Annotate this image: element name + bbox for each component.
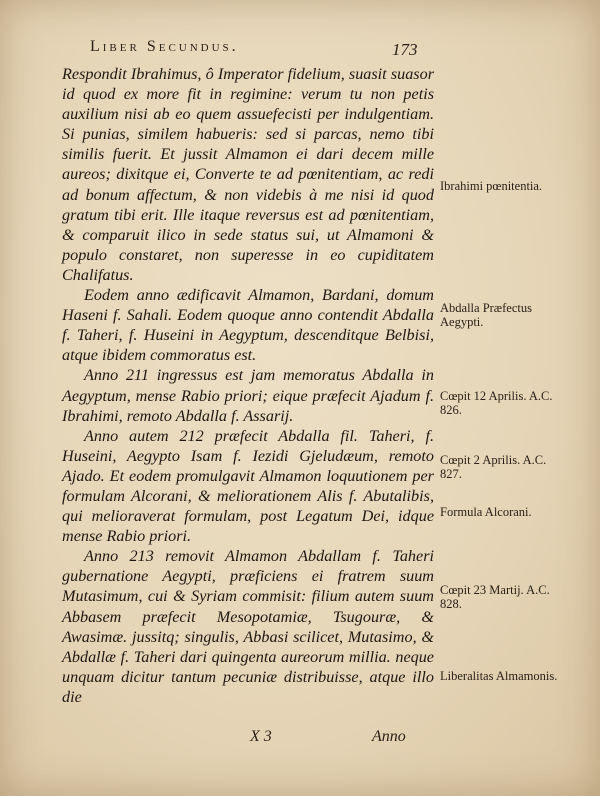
body-text	[62, 64, 434, 707]
margin-note-ibrahimi: Ibrahimi pœnitentia.	[440, 179, 543, 193]
margin-note-coepit-2: Cœpit 2 Aprilis. A.C. 827.	[440, 453, 547, 481]
paragraph-2: Eodem anno ædificavit Almamon, Bardani, domum Haseni f. Sahali. Eodem quoque anno contendit Abdalla f. Taheri, f. Huseini in Aegyptum, descenditque Belbisi, atque ibidem commoratus est.	[62, 286, 434, 365]
paragraph-4: Anno autem 212 præfecit Abdalla fil. Taheri, f. Huseini, Aegypto Isam f. Iezidi Gjeludæum, remoto Ajado. Et eodem promulgavit Almamon loquutionem per formulam Alcorani, & meliorationem Alis f. Abutalibis, qui melioraverat formulam, post Legatum Dei, idque mense Rabio priori.	[62, 426, 434, 546]
margin-note-formula: Formula Alcorani.	[440, 505, 532, 519]
paragraph-1: Respondit Ibrahimus, ô Imperator fidelium, suasit suasor id quod ex more fit in regimine: verum tu non petis auxilium nisi ab eo quem assuefecisti per indulgentiam. Si punias, similem habueris: sed si parcas, nemo tibi similis fuerit. Et jussit Almamon ei dari decem mille aureos; dixitque ei, Converte te ad pœnitentiam, ac redi ad bonum affectum, & non videbis à me nisi id quod gratum tibi erit. Ille itaque reversus est ad pœnitentiam, & comparuit ilico in sede status sui, ut Almamoni & populo constaret, non superesse in eo cupiditatem Chalifatus.	[62, 65, 434, 284]
paragraph-3: Anno 211 ingressus est jam memoratus Abdalla in Aegyptum, mense Rabio priori; eique præfecit Ajadum f. Ibrahimi, remoto Abdalla f. Assarij.	[62, 366, 434, 425]
margin-note-abdalla: Abdalla Præfectus Aegypti.	[440, 301, 532, 329]
page-number: 173	[392, 40, 418, 59]
paragraph-5: Anno 213 removit Almamon Abdallam f. Taheri gubernatione Aegypti, præficiens ei fratrem suum Mutasimum, cui & Syriam commisit: filium autem suum Abbasem præfecit Mesopotamiæ, Tsugouræ, & Awasimæ. jussitq; singulis, Abbasi scilicet, Mutasimo, & Abdallæ f. Taheri dari quingenta aureorum millia. neque unquam dicitur tantum pecuniæ distribuisse, atque illo die	[62, 547, 434, 706]
margin-note-coepit-23: Cœpit 23 Martij. A.C. 828.	[440, 583, 550, 611]
margin-note-coepit-12: Cœpit 12 Aprilis. A.C. 826.	[440, 389, 553, 417]
signature-mark: X 3	[250, 728, 272, 745]
catchword: Anno	[372, 728, 406, 745]
margin-note-liberalitas: Liberalitas Almamonis.	[440, 669, 558, 683]
running-title: Liber Secundus.	[90, 38, 239, 55]
